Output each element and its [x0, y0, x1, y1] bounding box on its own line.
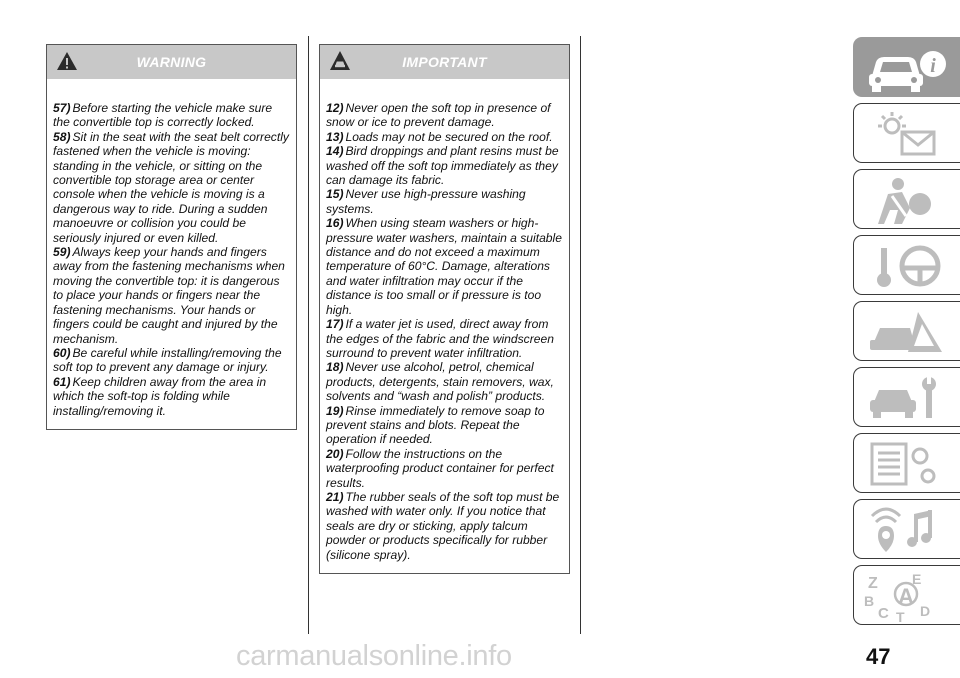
tab-vehicle-info[interactable] — [853, 37, 960, 97]
warning-entry: 59) Always keep your hands and fingers away from the fastening mechanisms when moving the convertible top: it is dangerous to place your hands or fingers near the fastening mechanisms. Your hands or fingers could be caught and injured by the mechanism. — [53, 245, 285, 346]
warning-entry: 58) Sit in the seat with the seat belt correctly fastened when the vehicle is moving: standing in the vehicle, or sitting on the convertible top storage area or center console when the vehicle is moving is a dangerous way to ride. During a sudden manoeuvre or collision you could be seriously injured or even killed. — [53, 129, 289, 245]
emergency-warning-icon — [862, 306, 952, 358]
svg-text:i: i — [930, 55, 936, 77]
svg-text:E: E — [912, 571, 922, 587]
important-title: IMPORTANT — [402, 54, 487, 70]
safety-airbag-icon — [862, 174, 952, 226]
svg-text:A: A — [898, 584, 914, 609]
important-entry: 20) Follow the instructions on the waterproofing product container for perfect results. — [326, 446, 554, 490]
important-entry: 15) Never use high-pressure washing systems. — [326, 187, 526, 216]
warning-entry: 60) Be careful while installing/removing the soft top to prevent any damage or injury. — [53, 345, 282, 375]
watermark: carmanualsonline.info — [236, 640, 512, 672]
alphabetical-index-icon — [862, 570, 952, 622]
multimedia-icon — [862, 504, 952, 556]
warning-header — [47, 45, 296, 79]
important-header — [320, 45, 569, 79]
svg-text:Z: Z — [868, 575, 878, 592]
tab-index[interactable] — [853, 565, 960, 625]
important-body — [320, 79, 569, 570]
car-info-icon — [862, 42, 952, 94]
important-entry: 21) The rubber seals of the soft top must be washed with water only. If you notice that seals are dry or sticking, apply talcum powder or products specifically for rubber (silicone spray). — [326, 489, 560, 562]
important-entry: 16) When using steam washers or high-pressure water washers, maintain a suitable distance and do not exceed a maximum temperature of 60°C. Damage, alterations and water infiltration may occur if the distance is too small or if pressure is too high. — [326, 216, 562, 317]
technical-specs-icon — [862, 438, 952, 490]
tab-dashboard-lights[interactable] — [853, 103, 960, 163]
important-box — [319, 44, 570, 574]
warning-entry: 61) Keep children away from the area in which the soft-top is folding while installing/removing it. — [53, 374, 267, 418]
important-entry: 17) If a water jet is used, direct away from the edges of the fabric and the windscreen surround to prevent water infiltration. — [326, 317, 554, 360]
svg-text:B: B — [864, 593, 875, 609]
warning-entry: 57) Before starting the vehicle make sure the convertible top is correctly locked. — [53, 101, 273, 130]
warning-box — [46, 44, 297, 430]
important-entry: 12) Never open the soft top in presence of snow or ice to prevent damage. — [326, 101, 551, 130]
dashboard-lights-icon — [862, 108, 952, 160]
warning-title: WARNING — [136, 54, 207, 70]
tab-technical-data[interactable] — [853, 433, 960, 493]
column-divider — [308, 36, 309, 634]
important-entry: 13) Loads may not be secured on the roof. — [326, 129, 553, 144]
tab-multimedia[interactable] — [853, 499, 960, 559]
important-entry: 14) Bird droppings and plant resins must be washed off the soft top immediately as they can damage its fabric. — [326, 144, 559, 188]
column-divider — [580, 36, 581, 634]
maintenance-wrench-icon — [862, 372, 952, 424]
svg-text:D: D — [920, 603, 931, 619]
tab-starting-driving[interactable] — [853, 235, 960, 295]
important-entry: 18) Never use alcohol, petrol, chemical products, detergents, stain removers, wax, solvents and “wash and polish” products. — [326, 360, 554, 404]
warning-body — [47, 79, 296, 426]
svg-text:C: C — [878, 605, 889, 622]
page-number: 47 — [866, 644, 891, 669]
svg-text:T: T — [896, 609, 905, 622]
important-entry: 19) Rinse immediately to remove soap to prevent stains and blots. Repeat the operation if needed. — [326, 403, 545, 447]
key-steering-wheel-icon — [862, 240, 952, 292]
tab-maintenance[interactable] — [853, 367, 960, 427]
tab-safety[interactable] — [853, 169, 960, 229]
tab-emergency[interactable] — [853, 301, 960, 361]
